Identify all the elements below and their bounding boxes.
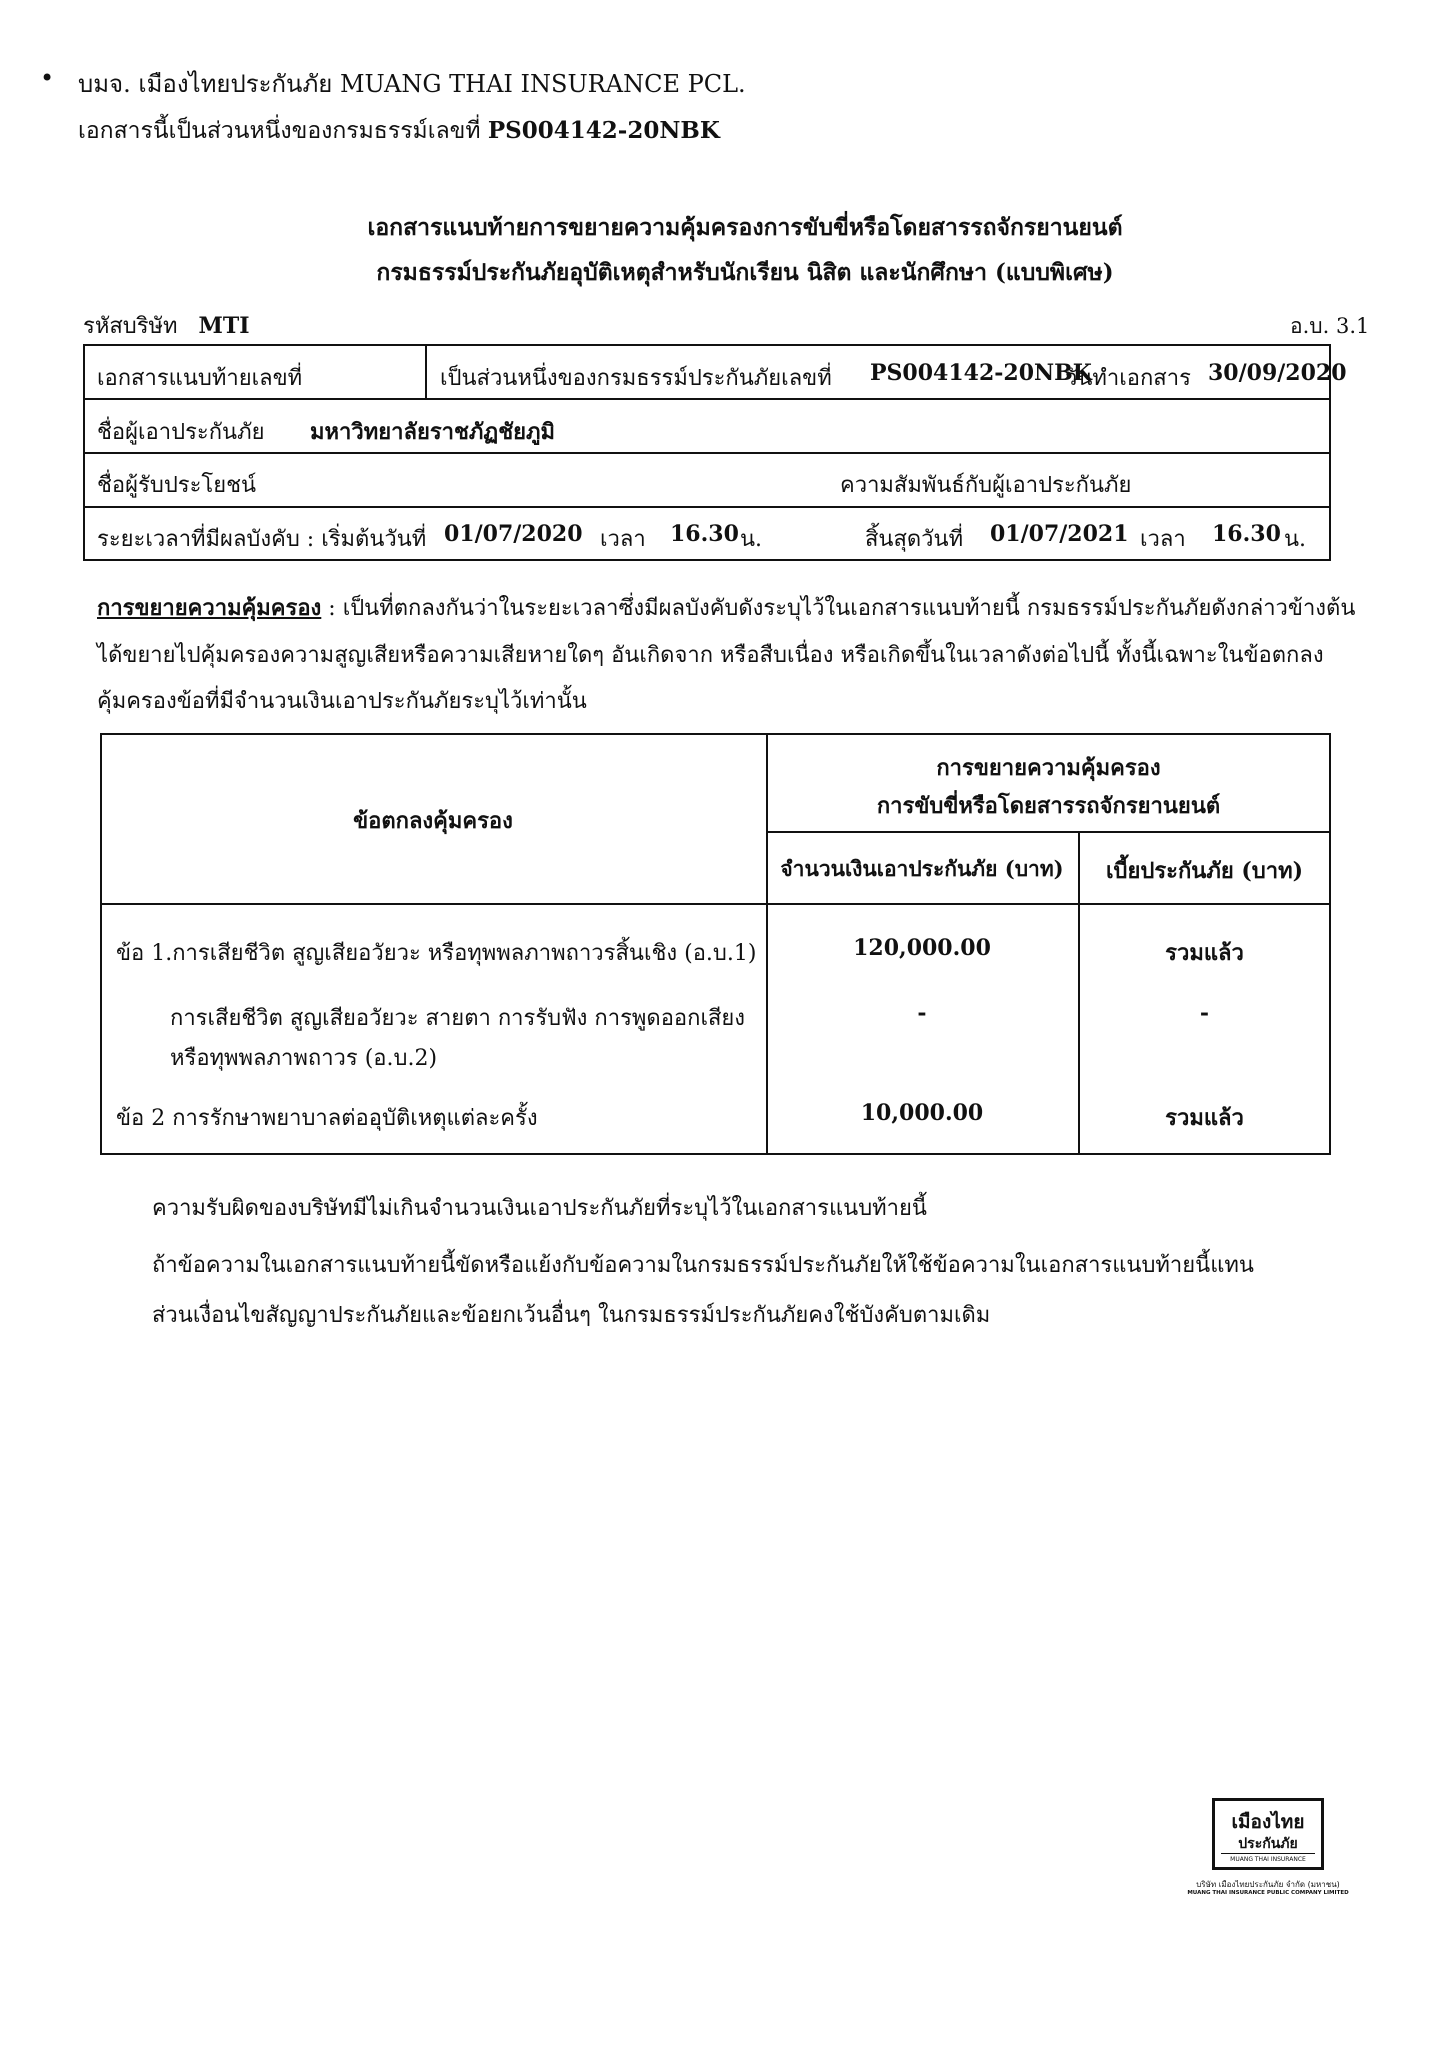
- company-line: บมจ. เมืองไทยประกันภัย MUANG THAI INSURANCE PCL.: [78, 70, 746, 98]
- info-divider: [83, 506, 1331, 508]
- table-row-premium: รวมแล้ว: [1165, 940, 1244, 966]
- company-code-value: MTI: [198, 313, 250, 339]
- table-header-sum-insured: จำนวนเงินเอาประกันภัย (บาท): [780, 856, 1064, 881]
- info-divider: [83, 452, 1331, 454]
- insured-name: มหาวิทยาลัยราชภัฏชัยภูมิ: [310, 419, 556, 445]
- note-precedence: ถ้าข้อความในเอกสารแนบท้ายนี้ขัดหรือแย้งกับข้อความในกรมธรรม์ประกันภัยให้ใช้ข้อความในเอกสารแนบท้ายนี้แทน: [152, 1253, 1254, 1278]
- document-title-line1: เอกสารแนบท้ายการขยายความคุ้มครองการขับขี่หรือโดยสารรถจักรยานยนต์: [367, 214, 1123, 241]
- policy-reference-label: เอกสารนี้เป็นส่วนหนึ่งของกรมธรรม์เลขที่: [78, 118, 481, 144]
- company-code-label: รหัสบริษัท: [83, 314, 178, 339]
- issue-date: 30/09/2020: [1208, 360, 1347, 386]
- table-row-premium: รวมแล้ว: [1165, 1105, 1244, 1131]
- policy-reference: [78, 113, 720, 149]
- end-time-unit: น.: [1284, 527, 1307, 552]
- logo-english: MUANG THAI INSURANCE: [1230, 1856, 1306, 1863]
- end-date-label: สิ้นสุดวันที่: [865, 527, 964, 552]
- table-divider: [766, 831, 1331, 833]
- table-row-amount: 120,000.00: [853, 935, 991, 961]
- policy-reference-number: PS004142-20NBK: [487, 117, 720, 144]
- period-label: ระยะเวลาที่มีผลบังคับ : เริ่มต้นวันที่: [97, 527, 427, 552]
- end-time-label: เวลา: [1140, 527, 1186, 552]
- info-divider-vertical: [425, 344, 427, 398]
- logo-caption-english: MUANG THAI INSURANCE PUBLIC COMPANY LIMITED: [1187, 1890, 1349, 1896]
- table-row-item: การเสียชีวิต สูญเสียอวัยวะ สายตา การรับฟัง การพูดออกเสียง: [170, 1006, 746, 1031]
- note-conditions: ส่วนเงื่อนไขสัญญาประกันภัยและข้อยกเว้นอื่นๆ ในกรมธรรม์ประกันภัยคงใช้บังคับตามเดิม: [152, 1303, 991, 1328]
- start-date: 01/07/2020: [444, 521, 583, 547]
- end-time: 16.30: [1212, 521, 1281, 547]
- table-header-coverage: ข้อตกลงคุ้มครอง: [353, 808, 513, 834]
- start-time-unit: น.: [740, 527, 763, 552]
- policy-part-label: เป็นส่วนหนึ่งของกรมธรรม์ประกันภัยเลขที่: [440, 366, 832, 391]
- extension-heading: การขยายความคุ้มครอง: [97, 595, 322, 621]
- table-group-header-1: การขยายความคุ้มครอง: [936, 755, 1161, 781]
- table-row-item: ข้อ 2 การรักษาพยาบาลต่ออุบัติเหตุแต่ละครั้ง: [116, 1106, 538, 1131]
- info-policy-number: PS004142-20NBK: [870, 360, 1092, 386]
- bullet: •: [40, 64, 55, 92]
- start-time-label: เวลา: [600, 527, 646, 552]
- extension-paragraph-line3: คุ้มครองข้อที่มีจำนวนเงินเอาประกันภัยระบุไว้เท่านั้น: [97, 689, 587, 714]
- table-row-item: ข้อ 1.การเสียชีวิต สูญเสียอวัยวะ หรือทุพพลภาพถาวรสิ้นเชิง (อ.บ.1): [116, 941, 757, 966]
- document-title-line2: กรมธรรม์ประกันภัยอุบัติเหตุสำหรับนักเรียน นิสิต และนักศึกษา (แบบพิเศษ): [376, 259, 1114, 286]
- info-divider: [83, 398, 1331, 400]
- table-header-premium: เบี้ยประกันภัย (บาท): [1105, 858, 1304, 884]
- logo-subtitle: ประกันภัย: [1238, 1836, 1298, 1852]
- start-time: 16.30: [670, 521, 739, 547]
- logo-wordmark: เมืองไทย: [1231, 1811, 1305, 1833]
- relationship-label: ความสัมพันธ์กับผู้เอาประกันภัย: [840, 473, 1132, 498]
- logo-caption-thai: บริษัท เมืองไทยประกันภัย จำกัด (มหาชน): [1196, 1880, 1340, 1889]
- company-logo: [1212, 1798, 1324, 1870]
- table-row-item-continued: หรือทุพพลภาพถาวร (อ.บ.2): [170, 1046, 438, 1071]
- beneficiary-label: ชื่อผู้รับประโยชน์: [97, 473, 257, 498]
- extension-text: : เป็นที่ตกลงกันว่าในระยะเวลาซึ่งมีผลบังคับดังระบุไว้ในเอกสารแนบท้ายนี้ กรมธรรม์ประกันภัยดังกล่าวข้างต้น: [321, 596, 1356, 621]
- table-row-amount: 10,000.00: [860, 1100, 984, 1126]
- issue-date-label: วันทำเอกสาร: [1065, 366, 1191, 391]
- end-date: 01/07/2021: [990, 521, 1129, 547]
- extension-paragraph-line2: ได้ขยายไปคุ้มครองความสูญเสียหรือความเสียหายใดๆ อันเกิดจาก หรือสืบเนื่อง หรือเกิดขึ้นในเวลาดังต่อไปนี้ ทั้งนี้เฉพาะในข้อตกลง: [97, 643, 1324, 668]
- extension-paragraph-line1: [97, 590, 1355, 625]
- logo-rule: [1221, 1853, 1315, 1854]
- form-code: อ.บ. 3.1: [1290, 314, 1370, 338]
- company-code: [83, 308, 250, 343]
- endorsement-no-label: เอกสารแนบท้ายเลขที่: [97, 366, 303, 391]
- table-row-amount: -: [917, 1000, 927, 1026]
- table-divider: [100, 903, 1331, 905]
- insured-label: ชื่อผู้เอาประกันภัย: [97, 420, 265, 445]
- note-liability: ความรับผิดของบริษัทมีไม่เกินจำนวนเงินเอาประกันภัยที่ระบุไว้ในเอกสารแนบท้ายนี้: [152, 1196, 927, 1221]
- table-row-premium: -: [1199, 1000, 1210, 1026]
- table-group-header-2: การขับขี่หรือโดยสารรถจักรยานยนต์: [876, 793, 1221, 819]
